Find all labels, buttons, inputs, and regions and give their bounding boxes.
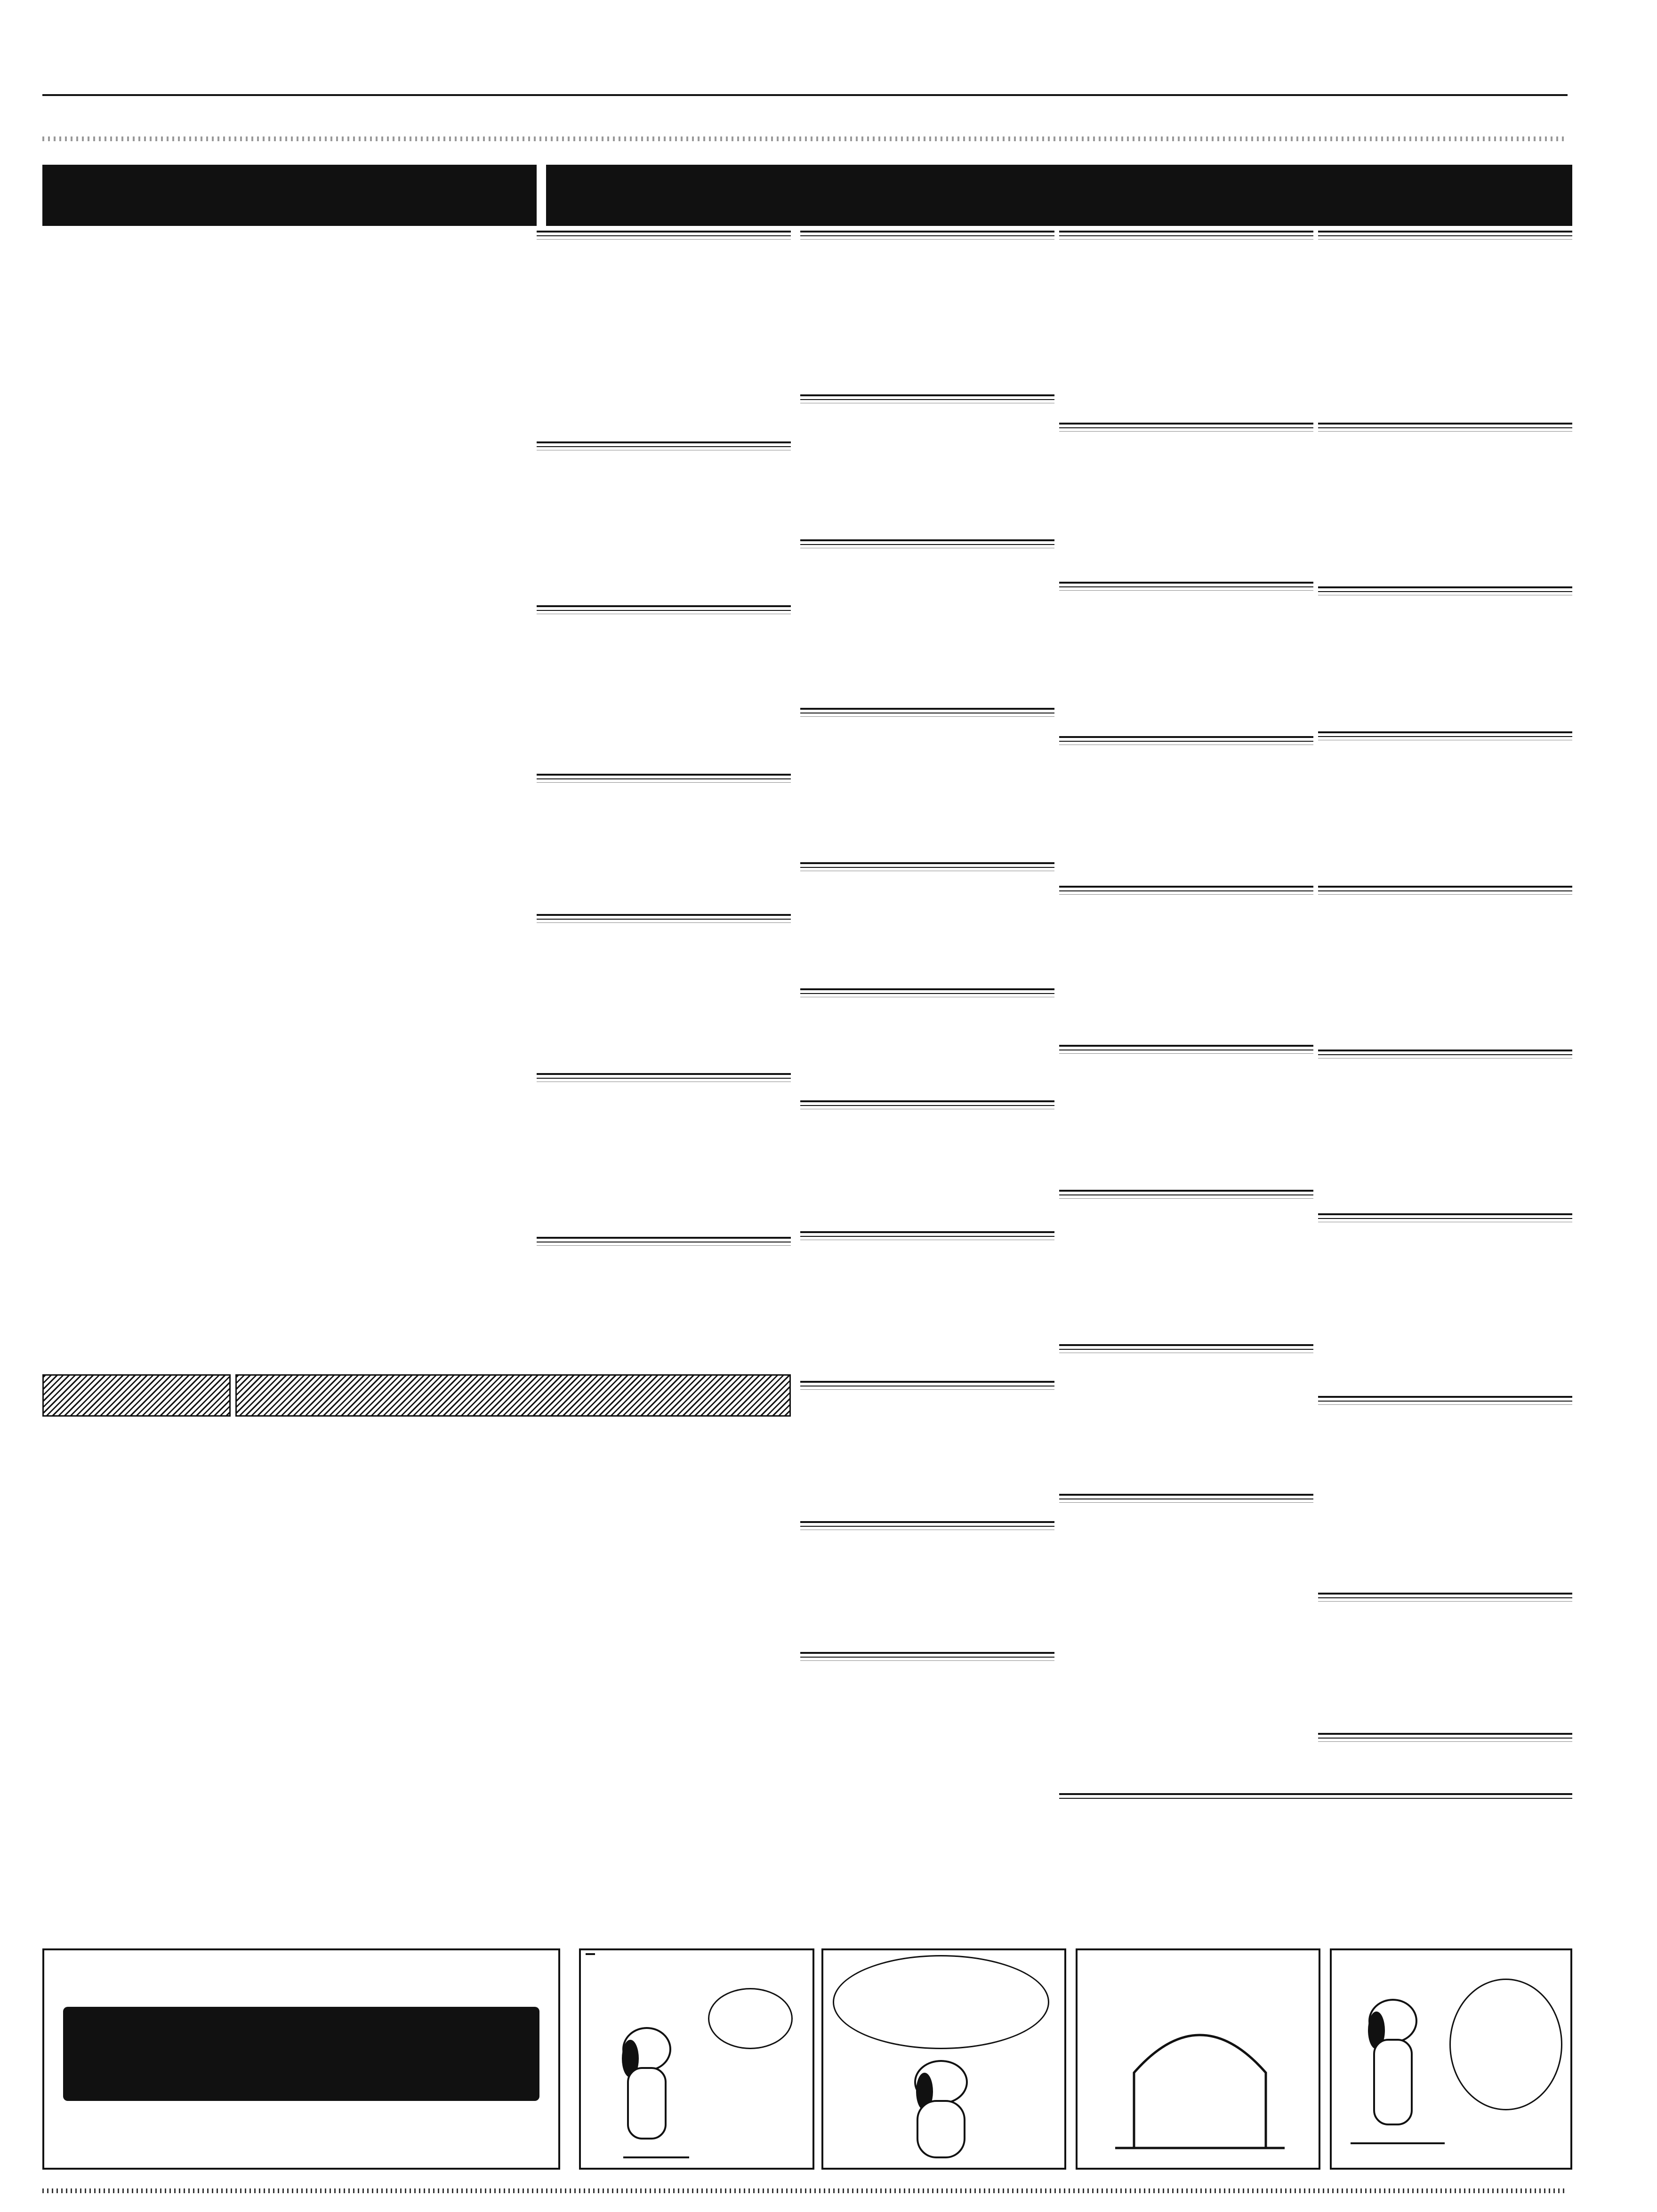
pharmacies-banner (42, 165, 537, 226)
cinema-program (800, 1390, 1054, 1397)
cinema-address (1059, 428, 1313, 432)
cinema-header (800, 232, 1054, 236)
theatres-banner (42, 1374, 231, 1417)
cinema-header (1059, 584, 1313, 587)
cinema-listing (800, 231, 1054, 391)
cinema-program (537, 783, 791, 790)
cinema-listing (800, 394, 1054, 536)
bottom-rule (42, 2188, 1568, 2193)
cinema-header (1318, 733, 1572, 737)
cinema-address (1059, 1499, 1313, 1503)
cinema-header (1318, 1215, 1572, 1219)
cinema-address (800, 1106, 1054, 1109)
cinema-header (800, 541, 1054, 545)
cinema-address (1059, 1350, 1313, 1353)
cinema-listing (1059, 231, 1313, 419)
cinema-listing (1059, 582, 1313, 732)
cinema-header (800, 990, 1054, 994)
cinema-listing (1318, 1050, 1572, 1210)
cinema-address (1318, 891, 1572, 895)
cinema-header (800, 1383, 1054, 1387)
cinema-address (800, 1237, 1054, 1240)
cinema-address (1059, 236, 1313, 240)
cinema-listing (1059, 736, 1313, 882)
comic-panel-3 (1076, 1948, 1320, 2170)
cinema-header (537, 443, 791, 447)
cinema-program (1318, 1058, 1572, 1066)
galp-advertisement (42, 1948, 560, 2170)
cinema-program (1318, 1742, 1572, 1749)
cinema-address (537, 1242, 791, 1246)
cinema-program (537, 923, 791, 930)
cinema-header (800, 1102, 1054, 1106)
theatres-column-1 (45, 1421, 299, 1944)
cinema-listing (1059, 1045, 1313, 1186)
cinema-program (537, 240, 791, 247)
cinema-address (800, 545, 1054, 548)
cinema-listing (1059, 1344, 1313, 1490)
cinema-address (1318, 1598, 1572, 1602)
cinema-header (537, 607, 791, 611)
cinema-listing (1059, 1494, 1313, 1649)
cinema-header (1059, 888, 1313, 891)
cinema-program (800, 1240, 1054, 1248)
cinema-program (1318, 1222, 1572, 1230)
cinema-listing (1318, 731, 1572, 882)
pharmacy-column-1 (66, 240, 278, 1360)
cinema-header (537, 776, 791, 779)
cinema-listing (1059, 1190, 1313, 1340)
cinema-program (800, 1661, 1054, 1668)
cinema-listing (800, 708, 1054, 858)
speech-bubble-hei (708, 1988, 793, 2049)
cinema-address (537, 447, 791, 450)
cinema-listing (800, 862, 1054, 985)
cinema-address (1059, 1195, 1313, 1199)
cinema-listing (800, 988, 1054, 1097)
cinema-address (800, 868, 1054, 871)
cinema-program (800, 548, 1054, 556)
cinema-header (800, 864, 1054, 868)
cinema-address (1318, 1402, 1572, 1405)
cinema-header (1059, 232, 1313, 236)
cinema-address (800, 1387, 1054, 1390)
cinema-header (1059, 738, 1313, 742)
cinema-program (537, 1082, 791, 1090)
cinema-program (1059, 1199, 1313, 1206)
comic-panel-4 (1330, 1948, 1572, 2170)
cinema-program (1059, 1353, 1313, 1361)
cinema-address (1059, 587, 1313, 591)
cinema-program (1059, 1054, 1313, 1061)
theatres-column-2 (311, 1421, 551, 1944)
cinema-program (1318, 595, 1572, 603)
cinema-program (1318, 432, 1572, 439)
masthead (42, 71, 1568, 92)
cinema-address (1318, 592, 1572, 595)
cinema-header (537, 232, 791, 236)
cinema-listing (1318, 886, 1572, 1046)
cinema-address (1318, 737, 1572, 740)
cinema-listing (1318, 1213, 1572, 1392)
cinema-header (1318, 232, 1572, 236)
cinema-program (1059, 1503, 1313, 1510)
cinema-program (800, 997, 1054, 1005)
cinema-header (1059, 1192, 1313, 1195)
comic-strip-title (586, 1953, 595, 1955)
cinema-program (1059, 432, 1313, 439)
cinema-address (1059, 742, 1313, 745)
cinema-program (537, 614, 791, 622)
cinema-listing (800, 1231, 1054, 1377)
cinema-listing (537, 774, 791, 910)
cinema-header (800, 710, 1054, 713)
cinema-address (1318, 1219, 1572, 1222)
cinema-listing (1318, 1593, 1572, 1729)
cinema-address (1318, 1739, 1572, 1742)
cinema-header (1318, 888, 1572, 891)
galp-logo (63, 2007, 539, 2101)
cinema-program (1059, 745, 1313, 753)
cinema-listing (800, 1521, 1054, 1648)
cinema-program (1059, 591, 1313, 598)
cinema-program (1318, 1405, 1572, 1412)
cinema-program (537, 450, 791, 458)
top-rule (42, 94, 1568, 96)
cinema-address (537, 779, 791, 783)
cinema-header (800, 1523, 1054, 1527)
cinema-listing (1318, 231, 1572, 419)
cinema-program (1059, 895, 1313, 902)
cinema-listing (800, 1381, 1054, 1517)
cinema-header (1059, 1346, 1313, 1350)
cinema-program (1318, 740, 1572, 748)
cinema-program (800, 1530, 1054, 1538)
tombstone-icon (1106, 2007, 1294, 2157)
cinema-header (1318, 1735, 1572, 1739)
cinema-program (800, 240, 1054, 247)
cinema-header (1318, 1051, 1572, 1055)
snoopy-thinking-icon (1341, 1993, 1449, 2153)
cinema-program (1059, 240, 1313, 247)
cinema-address (800, 400, 1054, 403)
cinema-address (1059, 891, 1313, 895)
speech-bubble-warning (833, 1955, 1049, 2049)
cinema-program (800, 1109, 1054, 1117)
comic-panel-2 (821, 1948, 1066, 2170)
cinema-listing (1318, 586, 1572, 728)
cinema-header (1318, 425, 1572, 428)
cinema-header (1059, 1795, 1572, 1799)
cinema-header (1318, 1398, 1572, 1402)
cinema-listing (537, 914, 791, 1069)
cinema-program (800, 403, 1054, 411)
dotted-rule (42, 136, 1568, 141)
cinema-address (800, 1527, 1054, 1530)
cinema-listing (537, 231, 791, 438)
cinema-listing (1059, 886, 1313, 1041)
cinema-address (800, 236, 1054, 240)
cinema-address (1318, 1055, 1572, 1058)
cinema-header (537, 1239, 791, 1242)
other-cinemas-banner (235, 1374, 791, 1417)
cinema-listing (1318, 1396, 1572, 1589)
snoopy-icon (595, 2021, 699, 2162)
cinema-program (537, 1246, 791, 1253)
cinema-listing (800, 1652, 1054, 1807)
cinema-address (1059, 1050, 1313, 1054)
cinema-address (800, 994, 1054, 997)
cinema-address (1318, 236, 1572, 240)
cinema-listing (800, 539, 1054, 704)
pharmacy-column-2 (306, 240, 515, 1360)
cinema-header (800, 1233, 1054, 1237)
cinema-header (1059, 1047, 1313, 1050)
cinemas-banner (546, 165, 1572, 226)
cinema-header (800, 1654, 1054, 1658)
cinema-header (1318, 1595, 1572, 1598)
cinema-address (1318, 428, 1572, 432)
cinema-listing-quarteto (1059, 1793, 1572, 1934)
cinema-listing (537, 441, 791, 601)
cinema-address (800, 713, 1054, 717)
cinema-address (537, 236, 791, 240)
cinema-program (1318, 1602, 1572, 1609)
cinema-header (1059, 425, 1313, 428)
comic-panel-1 (579, 1948, 814, 2170)
cinema-address (537, 920, 791, 923)
cinema-program (1318, 895, 1572, 902)
snoopy-sitting-icon (880, 2054, 1002, 2167)
cinema-program (1318, 240, 1572, 247)
cinema-address (537, 1079, 791, 1082)
cinema-program (800, 871, 1054, 879)
cinema-header (800, 396, 1054, 400)
cinema-address (800, 1658, 1054, 1661)
cinema-header (1059, 1496, 1313, 1499)
cinema-listing (1059, 423, 1313, 578)
cinema-listing (1318, 423, 1572, 583)
cinema-header (537, 916, 791, 920)
cinema-listing (537, 605, 791, 770)
cinema-listing (800, 1100, 1054, 1227)
cinema-address (537, 611, 791, 614)
cinema-program (800, 717, 1054, 724)
cinema-header (537, 1075, 791, 1079)
cinema-listing (537, 1073, 791, 1233)
speech-bubble-sculpture (1449, 1979, 1562, 2110)
theatres-column-3 (563, 1421, 788, 1944)
cinema-header (1318, 588, 1572, 592)
